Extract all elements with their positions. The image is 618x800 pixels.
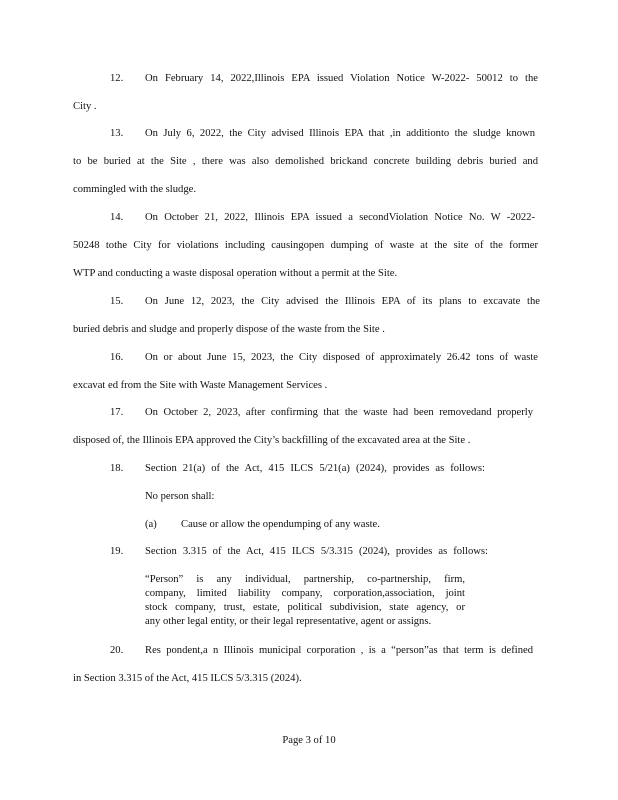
paragraph-14-line-1: On October 21, 2022, Illinois EPA issued a secondViolation Notice No. W -2022-	[145, 212, 535, 223]
paragraph-15-number: 15.	[110, 296, 124, 307]
paragraph-18-line-1: Section 21(a) of the Act, 415 ILCS 5/21(a) (2024), provides as follows:	[145, 463, 485, 474]
paragraph-19-number: 19.	[110, 546, 124, 557]
paragraph-13-line-3: commingled with the sludge.	[73, 184, 196, 195]
paragraph-17-line-2: disposed of, the Illinois EPA approved the City’s backfilling of the excavated area at the Site .	[73, 435, 471, 446]
paragraph-20-line-1: Res pondent,a n Illinois municipal corporation , is a “person”as that term is defined	[145, 645, 533, 656]
paragraph-17-number: 17.	[110, 407, 124, 418]
paragraph-13-number: 13.	[110, 128, 124, 139]
paragraph-13-line-2: to be buried at the Site , there was also demolished brickand concrete building debris buried and	[73, 156, 538, 167]
paragraph-19-line-1: Section 3.315 of the Act, 415 ILCS 5/3.315 (2024), provides as follows:	[145, 546, 488, 557]
paragraph-20-number: 20.	[110, 645, 124, 656]
paragraph-18-quote-intro: No person shall:	[145, 491, 215, 502]
paragraph-14-number: 14.	[110, 212, 124, 223]
paragraph-19-quote-line-2: company, limited liability company, corporation,association, joint	[145, 588, 465, 599]
paragraph-18-item-text: Cause or allow the opendumping of any waste.	[181, 519, 380, 530]
paragraph-16-line-1: On or about June 15, 2023, the City disposed of approximately 26.42 tons of waste	[145, 352, 538, 363]
paragraph-19-quote-line-1: “Person” is any individual, partnership, co-partnership, firm,	[145, 574, 465, 585]
paragraph-19-quote-line-4: any other legal entity, or their legal representative, agent or assigns.	[145, 616, 432, 627]
paragraph-12-number: 12.	[110, 73, 124, 84]
paragraph-18-item-label: (a)	[145, 519, 157, 530]
paragraph-18-number: 18.	[110, 463, 124, 474]
paragraph-14-line-3: WTP and conducting a waste disposal operation without a permit at the Site.	[73, 268, 398, 279]
paragraph-17-line-1: On October 2, 2023, after confirming that the waste had been removedand properly	[145, 407, 533, 418]
paragraph-13-line-1: On July 6, 2022, the City advised Illinois EPA that ,in additionto the sludge known	[145, 128, 535, 139]
paragraph-12-line-2: City .	[73, 101, 97, 112]
paragraph-19-quote-line-3: stock company, trust, estate, political subdivision, state agency, or	[145, 602, 465, 613]
paragraph-16-number: 16.	[110, 352, 124, 363]
page-number-footer: Page 3 of 10	[282, 735, 336, 746]
paragraph-16-line-2: excavat ed from the Site with Waste Management Services .	[73, 380, 328, 391]
paragraph-15-line-1: On June 12, 2023, the City advised the Illinois EPA of its plans to excavate the	[145, 296, 540, 307]
paragraph-15-line-2: buried debris and sludge and properly dispose of the waste from the Site .	[73, 324, 385, 335]
paragraph-12-line-1: On February 14, 2022,Illinois EPA issued Violation Notice W-2022- 50012 to the	[145, 73, 538, 84]
paragraph-20-line-2: in Section 3.315 of the Act, 415 ILCS 5/3.315 (2024).	[73, 673, 302, 684]
paragraph-14-line-2: 50248 tothe City for violations including causingopen dumping of waste at the site of the former	[73, 240, 538, 251]
